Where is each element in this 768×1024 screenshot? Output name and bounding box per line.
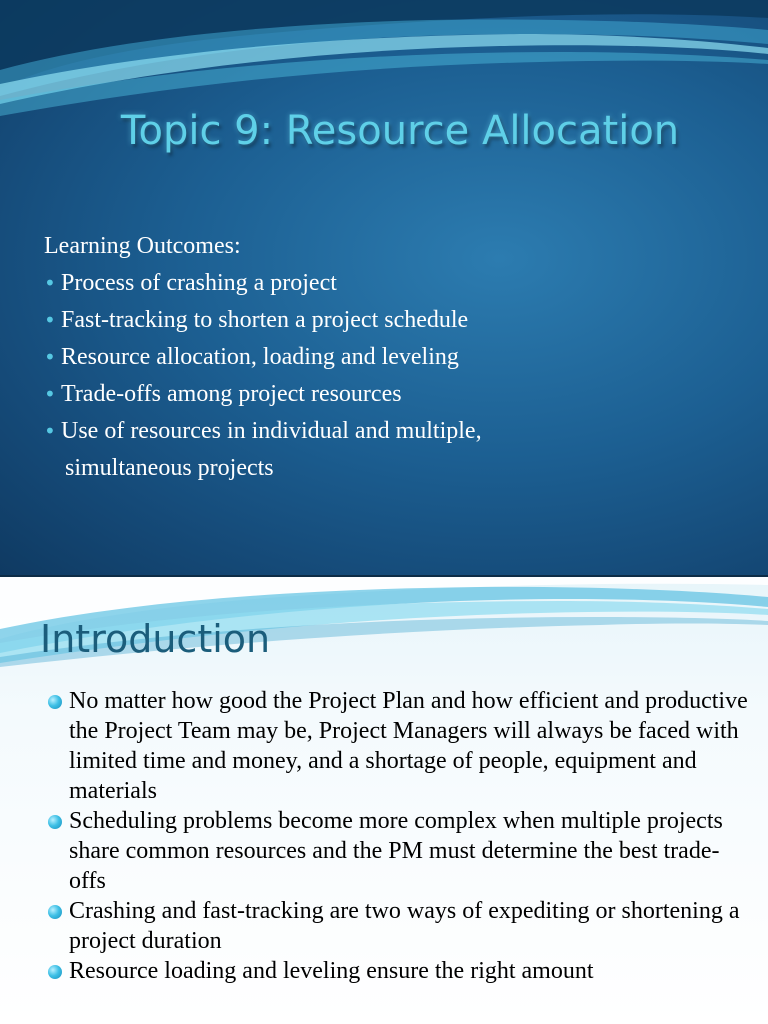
list-item bbox=[44, 413, 744, 487]
list-item bbox=[48, 896, 748, 956]
bullet-dot-icon: • bbox=[44, 345, 56, 369]
list-item-text: Scheduling problems become more complex when multiple projects share common resources and the PM must determine the best trade-offs bbox=[69, 808, 723, 894]
bullet-ball-icon bbox=[48, 695, 62, 709]
learning-outcomes-heading: Learning Outcomes: bbox=[44, 233, 241, 259]
list-item-text: Process of crashing a project bbox=[61, 270, 337, 296]
header-wave-decoration bbox=[0, 0, 768, 120]
learning-outcomes bbox=[44, 228, 744, 487]
list-item bbox=[44, 265, 744, 302]
list-item-continuation: simultaneous projects bbox=[65, 455, 274, 481]
list-item bbox=[44, 376, 744, 413]
slide-introduction bbox=[0, 577, 768, 1024]
list-item-text: No matter how good the Project Plan and how efficient and productive the Project Team may be, Project Managers will always be faced with limited time and money, and a shortage of people, equipment and materials bbox=[69, 688, 748, 804]
list-item-text: Use of resources in individual and multiple, bbox=[61, 418, 482, 444]
bullet-dot-icon: • bbox=[44, 419, 56, 443]
list-item bbox=[44, 339, 744, 376]
introduction-list bbox=[48, 686, 748, 986]
bullet-dot-icon: • bbox=[44, 308, 56, 332]
slide-title: Introduction bbox=[40, 617, 271, 661]
bullet-ball-icon bbox=[48, 815, 62, 829]
bullet-dot-icon: • bbox=[44, 271, 56, 295]
list-item-text: Resource loading and leveling ensure the right amount bbox=[69, 958, 594, 984]
bullet-ball-icon bbox=[48, 905, 62, 919]
list-item bbox=[44, 302, 744, 339]
bullet-dot-icon: • bbox=[44, 382, 56, 406]
outcomes-list bbox=[44, 265, 744, 487]
bullet-ball-icon bbox=[48, 965, 62, 979]
list-item-text: Resource allocation, loading and leveling bbox=[61, 344, 459, 370]
list-item bbox=[48, 806, 748, 896]
list-item-text: Crashing and fast-tracking are two ways of expediting or shortening a project duration bbox=[69, 898, 740, 954]
list-item bbox=[48, 956, 748, 986]
list-item-text: Trade-offs among project resources bbox=[61, 381, 402, 407]
list-item bbox=[48, 686, 748, 806]
list-item-text: Fast-tracking to shorten a project schedule bbox=[61, 307, 469, 333]
slide-title: Topic 9: Resource Allocation bbox=[120, 108, 680, 154]
